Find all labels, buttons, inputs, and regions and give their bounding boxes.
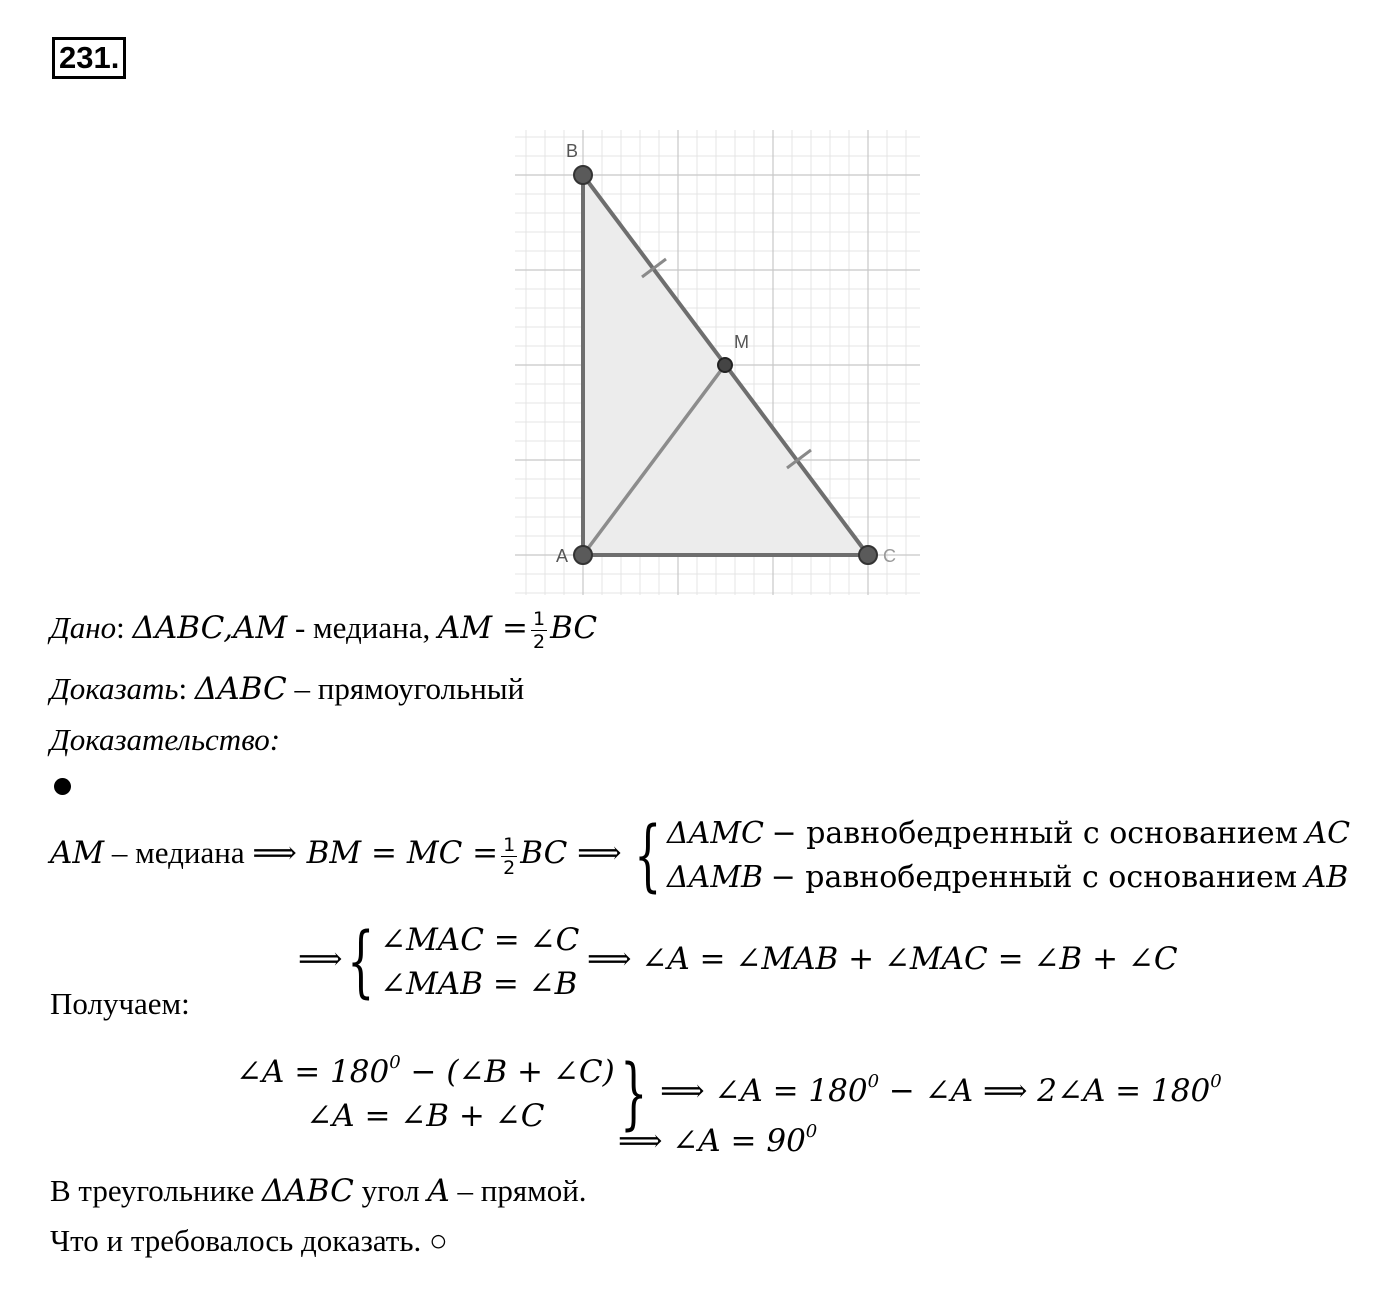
triangle-diagram <box>515 130 920 595</box>
given-equation: AM = <box>438 610 528 646</box>
bullet-point <box>54 778 71 795</box>
step1-line-b <box>667 856 1350 900</box>
step1-expression: ⟹ BM = MC = <box>252 835 499 872</box>
step1-line-a-base: AC <box>1305 816 1351 851</box>
given-comma: , <box>223 610 234 646</box>
label-m: M <box>734 332 749 352</box>
step3-brace: } <box>619 1049 648 1139</box>
given-median-text: - медиана, <box>294 610 431 645</box>
step2-line-b: ∠MAB = ∠B <box>380 966 578 1002</box>
step1-fraction <box>501 834 517 879</box>
step3-result <box>660 1073 1222 1109</box>
step1-bc: BC ⟹ <box>520 835 622 872</box>
prove-triangle: ΔABC <box>194 671 287 707</box>
step3-result-b-sup: 0 <box>1210 1071 1222 1093</box>
conclusion-triangle: ΔABC <box>261 1173 354 1209</box>
proof-step-1 <box>50 812 1350 900</box>
step3-line-a-sup: 0 <box>389 1052 401 1073</box>
given-label: Дано <box>50 610 117 645</box>
step3-result-a: ⟹ ∠A = 180 <box>660 1073 868 1110</box>
prove-colon: : <box>178 671 188 706</box>
step4-sup: 0 <box>805 1121 818 1142</box>
step1-line-a-text: − равнобедренный с основанием <box>771 816 1298 851</box>
triangle-figure <box>515 130 920 595</box>
step1-line-a-triangle: ΔAMC <box>667 816 765 851</box>
proof-step-4 <box>618 1121 817 1161</box>
get-label: Получаем: <box>50 986 190 1021</box>
step2-result: ⟹ ∠A = ∠MAB + ∠MAC = ∠B + ∠C <box>587 941 1178 978</box>
point-m <box>718 358 732 372</box>
step1-line-b-text: − равнобедренный с основанием <box>770 860 1298 895</box>
step1-brace: { <box>634 811 662 901</box>
step1-am: AM <box>50 835 105 872</box>
step3-line-a-rest: − (∠B + ∠C) <box>400 1054 615 1090</box>
conclusion-mid: угол <box>361 1173 420 1208</box>
proof-step-2 <box>298 918 1178 1006</box>
step3-result-a-sup: 0 <box>867 1071 880 1093</box>
step2-arrow: ⟹ <box>298 941 343 978</box>
conclusion-post: – прямой. <box>457 1173 587 1208</box>
point-a <box>574 546 592 564</box>
conclusion-pre: В треугольнике <box>50 1173 255 1208</box>
prove-label: Доказать <box>50 671 179 706</box>
given-fraction <box>531 608 547 653</box>
point-b <box>574 166 592 184</box>
step3-line-b: ∠A = ∠B + ∠C <box>306 1098 545 1134</box>
step1-line-b-triangle: ΔAMB <box>667 860 764 895</box>
step4-text: ⟹ ∠A = 90 <box>618 1123 806 1159</box>
prove-line <box>50 669 524 709</box>
step2-brace: { <box>347 917 375 1007</box>
step3-line-a-main: ∠A = 180 <box>236 1054 390 1090</box>
conclusion-angle: A <box>427 1173 450 1209</box>
step3-result-b: − ∠A ⟹ 2∠A = 180 <box>879 1073 1211 1110</box>
step3-system <box>236 1050 615 1138</box>
conclusion-line <box>50 1171 587 1211</box>
step1-system <box>667 812 1350 900</box>
given-frac-num: 1 <box>532 608 546 631</box>
problem-number: 231. <box>52 37 126 79</box>
given-frac-den: 2 <box>532 631 546 654</box>
given-bc: BC <box>550 610 598 646</box>
point-c <box>859 546 877 564</box>
step1-line-a <box>667 812 1350 856</box>
step1-line-b-base: AB <box>1304 860 1349 895</box>
qed-line: Что и требовалось доказать. ○ <box>50 1223 448 1258</box>
step1-median-text: – медиана <box>111 835 245 871</box>
step3-line-a <box>236 1050 615 1094</box>
label-a: A <box>556 546 569 566</box>
step1-frac-den: 2 <box>503 856 516 879</box>
prove-text: – прямоугольный <box>294 671 525 706</box>
given-colon: : <box>116 610 125 645</box>
step2-system <box>380 918 579 1006</box>
given-am: AM <box>233 610 288 646</box>
step2-line-a: ∠MAC = ∠C <box>380 922 580 958</box>
given-line <box>50 608 597 653</box>
given-triangle: ΔABC <box>132 610 224 646</box>
proof-label: Доказательство: <box>50 722 281 757</box>
step1-frac-num: 1 <box>503 833 516 856</box>
label-c: C <box>883 546 896 566</box>
label-b: B <box>566 141 579 161</box>
